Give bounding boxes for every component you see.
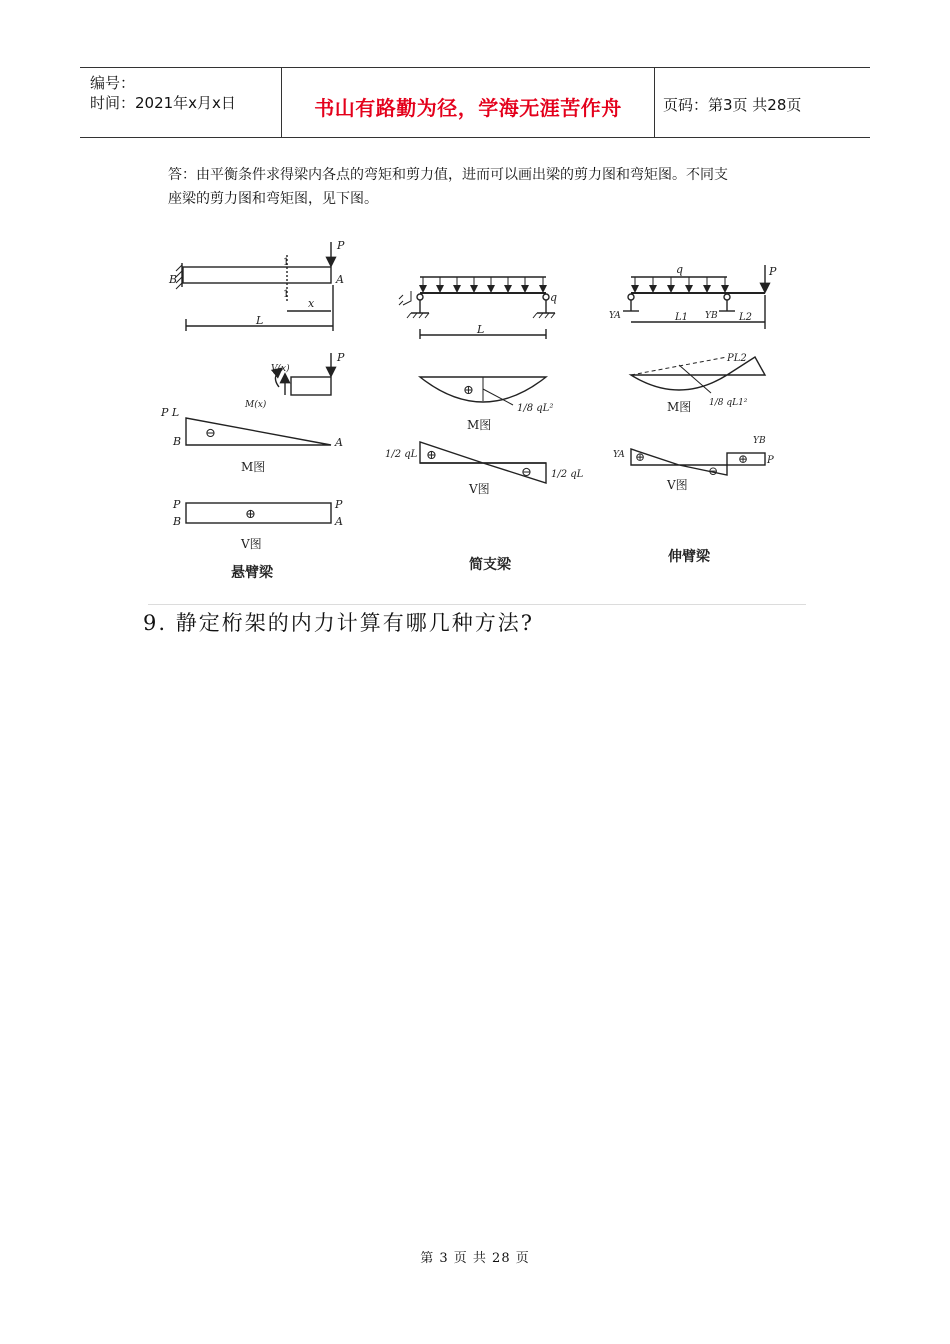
separator-line [148, 604, 806, 605]
label-q-overhang: q [676, 263, 684, 276]
answer-line-2: 座梁的剪力图和弯矩图，见下图。 [168, 191, 378, 207]
caption-simple-m: M图 [467, 418, 492, 432]
header-meta [80, 68, 280, 137]
overhang-moment-chord [631, 357, 727, 375]
wall-hatch-left [399, 291, 411, 305]
overhang-beam-group [609, 263, 777, 565]
label-l-simple: L [477, 323, 485, 336]
overhang-support-a [628, 294, 634, 300]
plus-sign-overhang-end-icon: ⊕ [738, 452, 749, 466]
plus-sign-icon: ⊕ [245, 507, 256, 522]
minus-sign-overhang-v-icon: ⊖ [708, 464, 719, 478]
page-footer: 第 3 页 共 28 页 [420, 1251, 530, 1266]
header-motto-cell [281, 68, 655, 137]
label-v-x: V(x) [271, 364, 290, 374]
label-p: P [337, 239, 345, 252]
simple-beam-group [385, 277, 584, 573]
label-a: A [336, 273, 344, 286]
caption-cantilever-v: V图 [241, 537, 262, 551]
plus-sign-simple-v-icon: ⊕ [426, 448, 437, 463]
label-q-simple: q [550, 291, 558, 304]
beam-diagrams-figure [155, 225, 785, 585]
label-overhang-m-value: 1/8 qL1² [709, 398, 748, 408]
caption-simple: 简支梁 [469, 557, 511, 573]
caption-overhang: 伸臂梁 [668, 549, 710, 565]
label-l1: L1 [675, 312, 689, 323]
page-header [80, 67, 870, 138]
caption-cantilever: 悬臂梁 [231, 565, 273, 581]
overhang-support-b [724, 294, 730, 300]
label-b-m: B [173, 435, 182, 448]
label-pl2: PL2 [727, 353, 747, 364]
label-m-x: M(x) [245, 400, 267, 410]
roller-support-right [543, 294, 549, 300]
cantilever-beam-group [160, 239, 345, 581]
number-label: 编号： [90, 74, 136, 92]
cantilever-beam [183, 267, 331, 283]
free-body-segment [291, 377, 331, 395]
label-section-1-top: 1 [283, 257, 290, 268]
label-l2: L2 [739, 312, 753, 323]
label-ya-v: YA [613, 450, 625, 460]
label-section-1-bottom: 1 [283, 289, 290, 300]
caption-cantilever-m: M图 [241, 460, 266, 474]
cantilever-shear-diagram [186, 503, 331, 523]
label-p-v-overhang: P [767, 455, 774, 466]
answer-paragraph [168, 163, 768, 211]
label-a-m: A [335, 436, 343, 449]
label-p-overhang: P [769, 265, 777, 278]
label-pl: P L [161, 406, 180, 419]
caption-simple-v: V图 [469, 482, 490, 496]
label-ya: YA [609, 311, 621, 321]
minus-sign-icon: ⊖ [205, 426, 216, 441]
label-b-v: B [173, 515, 182, 528]
simple-moment-leader [483, 389, 513, 405]
label-yb-v: YB [753, 436, 766, 446]
question-9: 9. 静定桁架的内力计算有哪几种方法? [143, 611, 534, 635]
plus-sign-overhang-v-icon: ⊕ [635, 450, 646, 464]
time-label: 时间：2021年x月x日 [90, 94, 236, 112]
header-page-cell [654, 68, 870, 137]
answer-line-1: 答：由平衡条件求得梁内各点的弯矩和剪力值，进而可以画出梁的剪力图和弯矩图。不同支 [168, 167, 728, 183]
label-a-v: A [335, 515, 343, 528]
label-simple-v-left: 1/2 qL [385, 449, 418, 460]
label-x: x [308, 297, 315, 310]
label-b: B [169, 273, 178, 286]
label-simple-v-right: 1/2 qL [551, 469, 584, 480]
label-p-v-right: P [335, 498, 343, 511]
label-simple-m-value: 1/8 qL² [517, 403, 554, 414]
pin-support-left [417, 294, 423, 300]
caption-overhang-v: V图 [667, 478, 688, 492]
page-label: 页码：第3页 共28页 [663, 96, 802, 114]
label-yb: YB [705, 311, 718, 321]
plus-sign-simple-m-icon: ⊕ [463, 383, 474, 398]
caption-overhang-m: M图 [667, 400, 692, 414]
minus-sign-simple-v-icon: ⊖ [521, 465, 532, 480]
label-l: L [256, 314, 264, 327]
label-p-v-left: P [173, 498, 181, 511]
label-p-free-body: P [337, 351, 345, 364]
motto: 书山有路勤为径，学海无涯苦作舟 [314, 96, 622, 120]
